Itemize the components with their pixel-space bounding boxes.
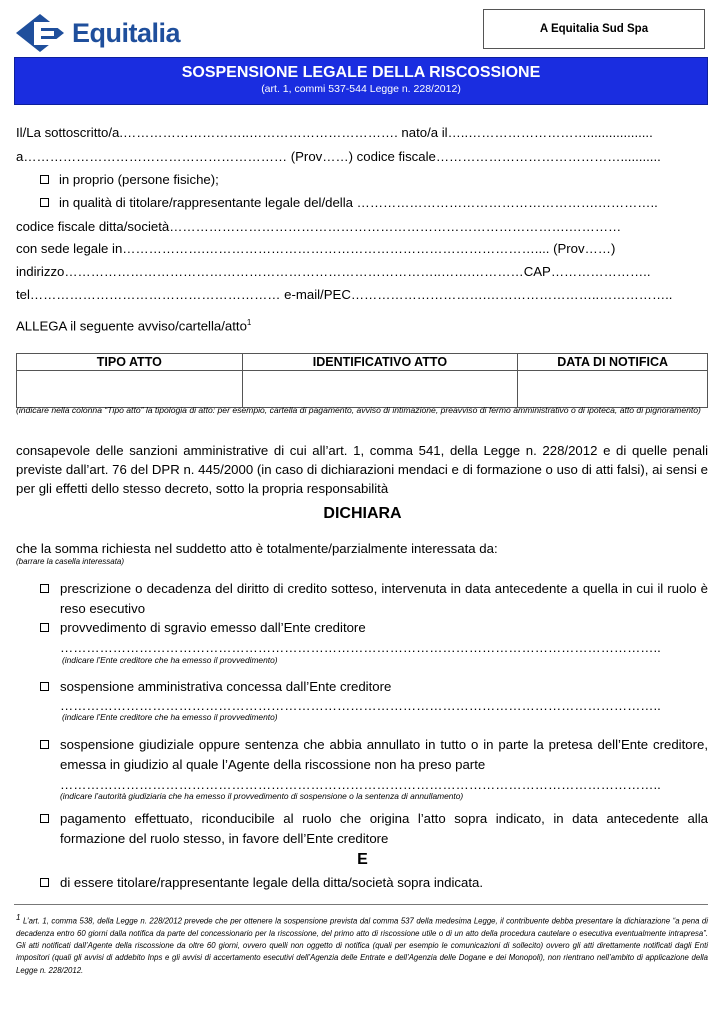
option-prescrizione-label: prescrizione o decadenza del diritto di credito sotteso, intervenuta in data antecedente a quella in cui il ruolo è reso esecutivo <box>60 581 708 616</box>
cell-identificativo[interactable] <box>242 371 518 408</box>
option-sgravio-label: provvedimento di sgravio emesso dall’Ente creditore <box>60 620 366 635</box>
option-sospensione-amministrativa-label: sospensione amministrativa concessa dall’Ente creditore <box>60 679 392 694</box>
option-proprio-label: in proprio (persone fisiche); <box>59 172 219 187</box>
option-prescrizione[interactable] <box>40 579 708 619</box>
option-titolare[interactable] <box>40 195 706 210</box>
option-sgravio[interactable] <box>40 618 708 638</box>
field-indirizzo-cap[interactable]: indirizzo…………………………………………………………………………..…….…………CAP………………….. <box>16 264 651 279</box>
col-identificativo: IDENTIFICATIVO ATTO <box>242 354 518 371</box>
field-tel-email[interactable]: tel………………………………………………… e-mail/PEC………………………….……………………..…………….. <box>16 287 673 302</box>
field-cf-ditta[interactable]: codice fiscale ditta/società……………………………………………………………………………….………… <box>16 219 622 234</box>
option-sospensione-giudiziale-label: sospensione giudiziale oppure sentenza che abbia annullato in tutto o in parte la pretesa dell’Ente creditore, emessa in giudizio al quale l’Agente della riscossione non ha preso parte <box>60 737 708 772</box>
field-name-birth[interactable]: Il/La sottoscritto/a.………………………..……………………………. nato/a il…..……………………….................. <box>16 125 653 140</box>
sospensione-note: (indicare l’Ente creditore che ha emesso il provvedimento) <box>62 712 278 722</box>
option-titolare-ditta-label: di essere titolare/rappresentante legale della ditta/società sopra indicata. <box>60 875 483 890</box>
page-subtitle: (art. 1, commi 537-544 Legge n. 228/2012) <box>261 83 461 95</box>
e-heading: E <box>357 851 368 868</box>
footnote-number: 1 <box>16 913 21 922</box>
allega-text: ALLEGA il seguente avviso/cartella/atto <box>16 318 247 334</box>
atto-table <box>16 353 708 408</box>
option-titolare-label: in qualità di titolare/rappresentante legale del/della ……………………………………………….………….. <box>59 195 658 210</box>
company-box: A Equitalia Sud Spa <box>483 9 705 49</box>
col-tipo-atto: TIPO ATTO <box>17 354 243 371</box>
checkbox[interactable] <box>40 175 49 184</box>
equitalia-logo-icon <box>14 12 66 54</box>
brand-name: Equitalia <box>72 18 181 48</box>
checkbox[interactable] <box>40 814 49 823</box>
table-note: (indicare nella colonna “Tipo atto” la tipologia di atto: per esempio, cartella di pagamento, avviso di intimazione, preavviso di fermo amministrativo o di ipoteca, atto di pignoramento) <box>16 405 701 415</box>
dichiara-intro: che la somma richiesta nel suddetto atto è totalmente/parzialmente interessata da: <box>16 541 498 556</box>
option-proprio[interactable] <box>40 172 706 187</box>
dichiara-heading: DICHIARA <box>323 505 402 522</box>
consapevole-paragraph: consapevole delle sanzioni amministrative di cui all’art. 1, comma 541, della Legge n. 228/2012 e di quelle penali previste dall’art. 76 del DPR n. 445/2000 (in caso di dichiarazioni mendaci e di formazione o uso di atti falsi), ai sensi e per gli effetti dello stesso decreto, sotto la propria responsabilità <box>16 443 708 496</box>
sgravio-ente-field[interactable]: ……………………………………………………………………………………………………………………….. <box>60 640 661 655</box>
footnote <box>16 912 708 977</box>
checkbox[interactable] <box>40 198 49 207</box>
option-pagamento-label: pagamento effettuato, riconducibile al ruolo che origina l’atto sopra indicato, in data antecedente alla formazione del ruolo stesso, in favore dell’Ente creditore <box>60 811 708 846</box>
option-titolare-ditta[interactable] <box>40 873 708 893</box>
footnote-text: L’art. 1, comma 538, della Legge n. 228/2012 prevede che per ottenere la sospensione prevista dal comma 537 della medesima Legge, il contribuente debba presentare la dichiarazione “a pena di decadenza entro 60 giorni dalla notifica da parte del concessionario per la riscossione, del primo atto di riscossione utile o di un atto della procedura cautelare o esecutiva eventualmente intrapresa”. Gli atti notificati dall’Agente della riscossione da oltre 60 giorni, ovvero quelli non oggetto di notifica (quali per esempio le comunicazioni di sollecito) ovvero gli atti direttamente notificati dagli Enti impositori (quali gli avvisi di addebito Inps e gli avvisi di accertamento esecutivi dell’Agenzia delle Entrate e dell’Agenzia delle Dogane e dei Monopoli), non rientrano nell’ambito di applicazione della Legge n. 228/2012. <box>16 916 709 975</box>
sgravio-note: (indicare l’Ente creditore che ha emesso il provvedimento) <box>62 655 278 665</box>
field-birthplace-cf[interactable]: a…………………………………………………… (Prov……) codice fiscale……………………………………........... <box>16 149 661 164</box>
option-pagamento[interactable] <box>40 809 708 849</box>
col-data-notifica: DATA DI NOTIFICA <box>518 354 708 371</box>
checkbox[interactable] <box>40 682 49 691</box>
giudiziale-autorita-field[interactable]: ……………………………………………………………………………………………………………………….. <box>60 777 661 792</box>
footnote-ref: 1 <box>246 318 252 327</box>
table-header-row <box>17 354 708 371</box>
checkbox[interactable] <box>40 740 49 749</box>
sospensione-ente-field[interactable]: ……………………………………………………………………………………………………………………….. <box>60 698 661 713</box>
allega-label <box>16 318 706 333</box>
option-sospensione-giudiziale[interactable] <box>40 735 708 775</box>
page-title: SOSPENSIONE LEGALE DELLA RISCOSSIONE <box>181 64 541 81</box>
table-row <box>17 371 708 408</box>
cell-data-notifica[interactable] <box>518 371 708 408</box>
title-banner <box>14 57 708 105</box>
field-sede-legale[interactable]: con sede legale in……………….………………………………………………………………….... (Prov……) <box>16 241 616 256</box>
checkbox[interactable] <box>40 623 49 632</box>
footnote-divider <box>14 904 708 905</box>
giudiziale-note: (indicare l’autorità giudiziaria che ha emesso il provvedimento di sospensione o la sentenza di annullamento) <box>60 791 464 801</box>
checkbox[interactable] <box>40 878 49 887</box>
cell-tipo-atto[interactable] <box>17 371 243 408</box>
dichiara-intro-note: (barrare la casella interessata) <box>16 557 125 566</box>
option-sospensione-amministrativa[interactable] <box>40 677 708 697</box>
checkbox[interactable] <box>40 584 49 593</box>
